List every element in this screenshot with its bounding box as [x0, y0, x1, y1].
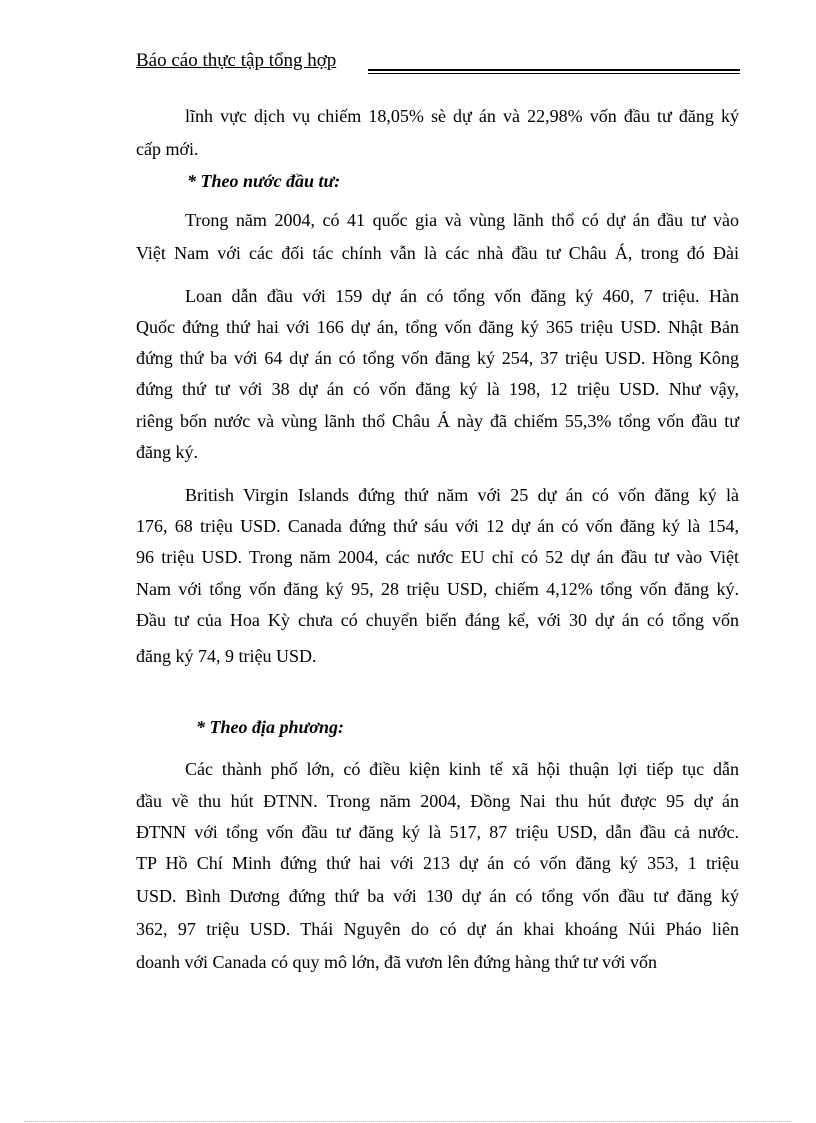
- text-line: USD. Bình Dương đứng thứ ba với 130 dự án có tổng vốn đầu tư đăng ký: [136, 886, 739, 906]
- header-rule-thin: [368, 73, 740, 74]
- page-bottom-edge: [24, 1121, 792, 1122]
- text-line: cấp mới.: [136, 139, 199, 159]
- section-heading: * Theo nước đầu tư:: [187, 171, 341, 191]
- text-line: ĐTNN với tổng vốn đầu tư đăng ký là 517, 87 triệu USD, dẫn đầu cả nước.: [136, 822, 739, 842]
- text-line: 176, 68 triệu USD. Canada đứng thứ sáu với 12 dự án có vốn đăng ký là 154,: [136, 516, 739, 536]
- text-line: đăng ký 74, 9 triệu USD.: [136, 646, 317, 666]
- text-line: doanh với Canada có quy mô lớn, đã vươn lên đứng hàng thứ tư với vốn: [136, 952, 658, 972]
- text-line: Việt Nam với các đối tác chính vẫn là các nhà đầu tư Châu Á, trong đó Đài: [136, 243, 739, 263]
- text-line: lĩnh vực dịch vụ chiếm 18,05% sè dự án và 22,98% vốn đầu tư đăng ký: [185, 106, 739, 126]
- section-heading: * Theo địa phương:: [196, 717, 344, 737]
- text-line: Trong năm 2004, có 41 quốc gia và vùng lãnh thổ có dự án đầu tư vào: [185, 210, 739, 230]
- text-line: Nam với tổng vốn đăng ký 95, 28 triệu USD, chiếm 4,12% tổng vốn đăng ký.: [136, 579, 739, 599]
- text-line: TP Hồ Chí Minh đứng thứ hai với 213 dự án có vốn đăng ký 353, 1 triệu: [136, 853, 739, 873]
- text-line: đứng thứ ba với 64 dự án có tổng vốn đăng ký 254, 37 triệu USD. Hồng Kông: [136, 348, 739, 368]
- text-line: Các thành phố lớn, có điều kiện kinh tế xã hội thuận lợi tiếp tục dẫn: [185, 759, 739, 779]
- text-line: đăng ký.: [136, 442, 198, 462]
- header-title: Báo cáo thực tập tổng hợp: [136, 50, 337, 71]
- header-rule: [368, 69, 740, 71]
- text-line: 96 triệu USD. Trong năm 2004, các nước EU chỉ có 52 dự án đầu tư vào Việt: [136, 547, 739, 567]
- text-line: riêng bốn nước và vùng lãnh thổ Châu Á này đã chiếm 55,3% tổng vốn đầu tư: [136, 411, 739, 431]
- text-line: đầu về thu hút ĐTNN. Trong năm 2004, Đồng Nai thu hút được 95 dự án: [136, 791, 739, 811]
- text-line: British Virgin Islands đứng thứ năm với 25 dự án có vốn đăng ký là: [185, 485, 739, 505]
- text-line: 362, 97 triệu USD. Thái Nguyên do có dự án khai khoáng Núi Pháo liên: [136, 919, 739, 939]
- text-line: Đầu tư của Hoa Kỳ chưa có chuyển biến đáng kể, với 30 dự án có tổng vốn: [136, 610, 739, 630]
- text-line: đứng thứ tư với 38 dự án có vốn đăng ký là 198, 12 triệu USD. Như vậy,: [136, 379, 739, 399]
- text-line: Quốc đứng thứ hai với 166 dự án, tổng vốn đăng ký 365 triệu USD. Nhật Bản: [136, 317, 739, 337]
- text-line: Loan dẫn đầu với 159 dự án có tổng vốn đăng ký 460, 7 triệu. Hàn: [185, 286, 739, 306]
- page-header: [136, 50, 740, 72]
